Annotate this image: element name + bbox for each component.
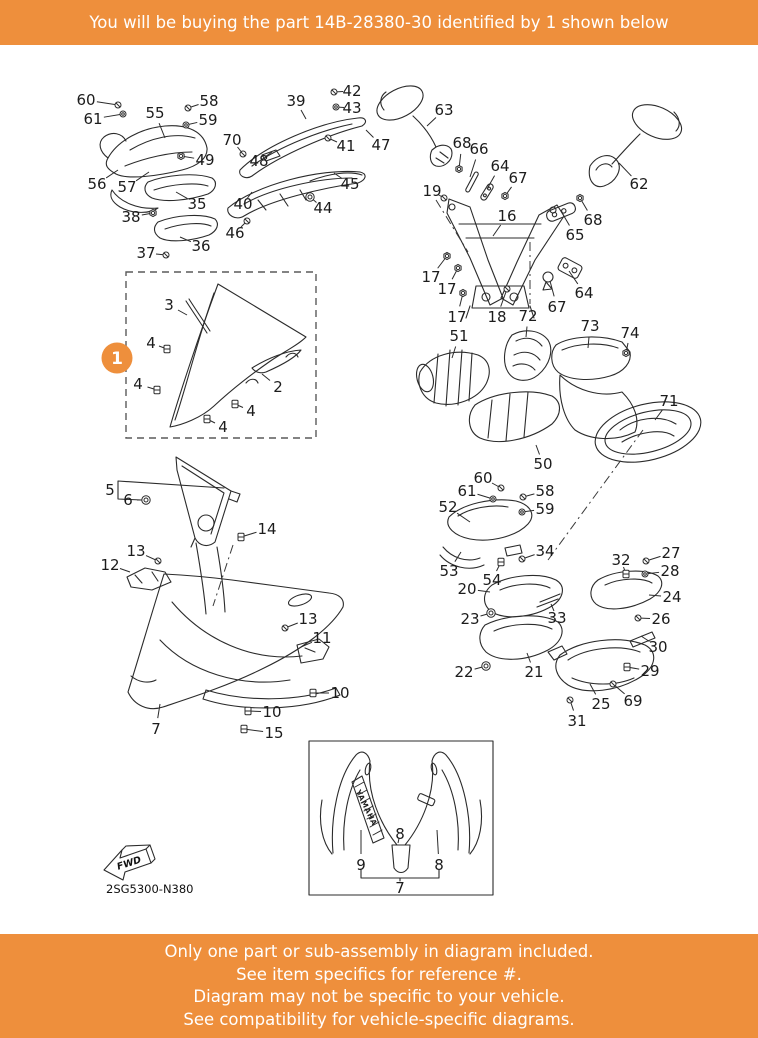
callout-66: 66: [469, 140, 489, 158]
callout-41: 41: [336, 137, 356, 155]
callout-7: 7: [151, 720, 161, 738]
callout-17: 17: [447, 308, 467, 326]
washer-glyph: [183, 122, 189, 128]
clip-glyph: [154, 386, 160, 394]
callout-13: 13: [298, 610, 318, 628]
screw-glyph: [498, 485, 504, 491]
callout-8: 8: [395, 825, 405, 843]
screw-glyph: [163, 252, 169, 258]
callout-44: 44: [313, 199, 333, 217]
callout-13: 13: [126, 542, 146, 560]
washer-glyph: [490, 496, 496, 502]
callout-63: 63: [434, 101, 454, 119]
callout-27: 27: [661, 544, 681, 562]
logo-patch: [417, 793, 435, 806]
leader-line: [176, 192, 187, 199]
diagram-code: 2SG5300-N380: [106, 882, 194, 896]
footer-line-4: See compatibility for vehicle-specific diagrams.: [183, 1009, 575, 1029]
callout-64: 64: [490, 157, 510, 175]
callout-55: 55: [145, 104, 165, 122]
leader-line: [526, 327, 527, 338]
nut-glyph: [623, 349, 629, 356]
callout-23: 23: [460, 610, 480, 628]
callout-16: 16: [497, 207, 517, 225]
callout-26: 26: [651, 610, 671, 628]
callout-12: 12: [100, 556, 120, 574]
callout-17: 17: [437, 280, 457, 298]
nut-glyph: [502, 192, 508, 199]
callout-8: 8: [434, 856, 444, 874]
callout-61: 61: [457, 482, 477, 500]
callout-60: 60: [473, 469, 493, 487]
screw-glyph: [567, 697, 573, 703]
nut-glyph: [577, 194, 583, 201]
callout-5: 5: [105, 481, 115, 499]
callout-layer: [76, 82, 681, 897]
mirror-right-drawing: [589, 98, 687, 187]
callout-72: 72: [518, 307, 538, 325]
screw-glyph: [610, 681, 616, 687]
callout-25: 25: [591, 695, 611, 713]
nut-glyph: [455, 264, 461, 271]
callout-28: 28: [660, 562, 680, 580]
callout-49: 49: [195, 151, 215, 169]
screw-glyph: [185, 105, 191, 111]
callout-51: 51: [449, 327, 469, 345]
clip-glyph: [164, 345, 170, 353]
callout-64: 64: [574, 284, 594, 302]
callout-30: 30: [648, 638, 668, 656]
callout-17: 17: [421, 268, 441, 286]
clip-glyph: [245, 707, 251, 715]
clip-glyph: [310, 689, 316, 697]
nut-glyph: [456, 165, 462, 172]
inset-front-view-drawing: [309, 741, 493, 895]
callout-2: 2: [273, 378, 283, 396]
callout-9: 9: [356, 856, 366, 874]
callout-54: 54: [482, 571, 502, 589]
nut-glyph: [178, 152, 184, 159]
leader-line: [470, 159, 476, 177]
callout-15: 15: [264, 724, 284, 742]
callout-40: 40: [233, 195, 253, 213]
leader-line: [262, 374, 270, 381]
grommet-glyph: [487, 609, 495, 617]
callout-34: 34: [535, 542, 555, 560]
header-text: You will be buying the part 14B-28380-30 identified by 1 shown below: [89, 13, 669, 32]
callout-65: 65: [565, 226, 585, 244]
clip-glyph: [232, 400, 238, 408]
footer-banner: [0, 934, 758, 1038]
grommet-glyph: [142, 496, 150, 504]
callout-38: 38: [121, 208, 141, 226]
screw-glyph: [520, 494, 526, 500]
callout-4: 4: [146, 334, 156, 352]
fwd-label: FWD: [115, 854, 143, 873]
callout-67: 67: [547, 298, 567, 316]
callout-48: 48: [249, 152, 269, 170]
panel-5-drawing: [118, 457, 240, 547]
callout-56: 56: [87, 175, 107, 193]
leader-line: [178, 310, 187, 315]
screw-glyph: [643, 558, 649, 564]
grommet-glyph: [482, 662, 490, 670]
footer-line-2: See item specifics for reference #.: [236, 964, 522, 984]
callout-35: 35: [187, 195, 207, 213]
callout-32: 32: [611, 551, 631, 569]
callout-50: 50: [533, 455, 553, 473]
callout-59: 59: [198, 111, 218, 129]
callout-45: 45: [340, 175, 360, 193]
leader-line: [120, 569, 130, 573]
screw-glyph: [115, 102, 121, 108]
callout-47: 47: [371, 136, 391, 154]
clip-glyph: [624, 663, 630, 671]
callout-46: 46: [225, 224, 245, 242]
reference-badge: [102, 343, 133, 374]
leader-line: [437, 830, 438, 854]
washer-glyph: [333, 104, 339, 110]
screw-glyph: [325, 135, 331, 141]
callout-59: 59: [535, 500, 555, 518]
callout-18: 18: [487, 308, 507, 326]
washer-glyph: [120, 111, 126, 117]
leader-line: [649, 595, 661, 596]
screw-glyph: [155, 558, 161, 564]
washer-glyph: [642, 571, 648, 577]
nut-glyph: [460, 289, 466, 296]
callout-22: 22: [454, 663, 474, 681]
construction-lines: [213, 200, 643, 606]
screw-glyph: [441, 195, 447, 201]
leader-line: [158, 704, 160, 718]
callout-11: 11: [312, 629, 332, 647]
callout-53: 53: [439, 562, 459, 580]
callout-31: 31: [567, 712, 587, 730]
reference-badge-label: 1: [111, 349, 123, 369]
leader-line: [301, 110, 306, 119]
leader-line: [536, 445, 540, 455]
callout-10: 10: [262, 703, 282, 721]
callout-14: 14: [257, 520, 277, 538]
callout-20: 20: [457, 580, 477, 598]
callout-21: 21: [524, 663, 544, 681]
footer-line-1: Only one part or sub-assembly in diagram included.: [164, 942, 594, 961]
washer-glyph: [519, 509, 525, 515]
leader-line: [478, 590, 490, 592]
screw-glyph: [504, 286, 510, 292]
callout-71: 71: [659, 392, 679, 410]
callout-73: 73: [580, 317, 600, 335]
callout-60: 60: [76, 91, 96, 109]
callout-57: 57: [117, 178, 137, 196]
leader-line: [159, 123, 165, 138]
screw-glyph: [282, 625, 288, 631]
callout-62: 62: [629, 175, 649, 193]
callout-7: 7: [395, 879, 405, 897]
footer-line-3: Diagram may not be specific to your vehicle.: [193, 987, 565, 1006]
callout-33: 33: [547, 609, 567, 627]
callout-19: 19: [422, 182, 442, 200]
screw-glyph: [635, 615, 641, 621]
screw-glyph: [331, 89, 337, 95]
leader-line: [493, 225, 501, 236]
callout-74: 74: [620, 324, 640, 342]
callout-61: 61: [83, 110, 103, 128]
callout-39: 39: [286, 92, 306, 110]
callout-70: 70: [222, 131, 242, 149]
callout-3: 3: [164, 296, 174, 314]
callout-58: 58: [199, 92, 219, 110]
callout-43: 43: [342, 99, 362, 117]
nut-glyph: [444, 252, 450, 259]
leader-line: [588, 337, 589, 348]
callout-68: 68: [583, 211, 603, 229]
clip-glyph: [623, 570, 629, 578]
callout-36: 36: [191, 237, 211, 255]
callout-4: 4: [218, 418, 228, 436]
screw-glyph: [240, 151, 246, 157]
callout-4: 4: [246, 402, 256, 420]
nut-glyph: [150, 209, 156, 216]
screw-glyph: [519, 556, 525, 562]
brand-label: YAMAHA: [353, 788, 380, 828]
callout-42: 42: [342, 82, 362, 100]
clip-glyph: [241, 725, 247, 733]
callout-29: 29: [640, 662, 660, 680]
header-banner: [0, 0, 758, 45]
callout-69: 69: [623, 692, 643, 710]
leader-line: [457, 513, 470, 522]
callout-6: 6: [123, 491, 133, 509]
clip-glyph: [498, 558, 504, 566]
clip-glyph: [204, 415, 210, 423]
callout-24: 24: [662, 588, 682, 606]
callout-58: 58: [535, 482, 555, 500]
callout-52: 52: [438, 498, 458, 516]
clip-glyph: [238, 533, 244, 541]
callout-4: 4: [133, 375, 143, 393]
screw-glyph: [244, 218, 250, 224]
callout-68: 68: [452, 134, 472, 152]
callout-67: 67: [508, 169, 528, 187]
callout-10: 10: [330, 684, 350, 702]
leader-line: [590, 684, 596, 694]
callout-37: 37: [136, 244, 156, 262]
